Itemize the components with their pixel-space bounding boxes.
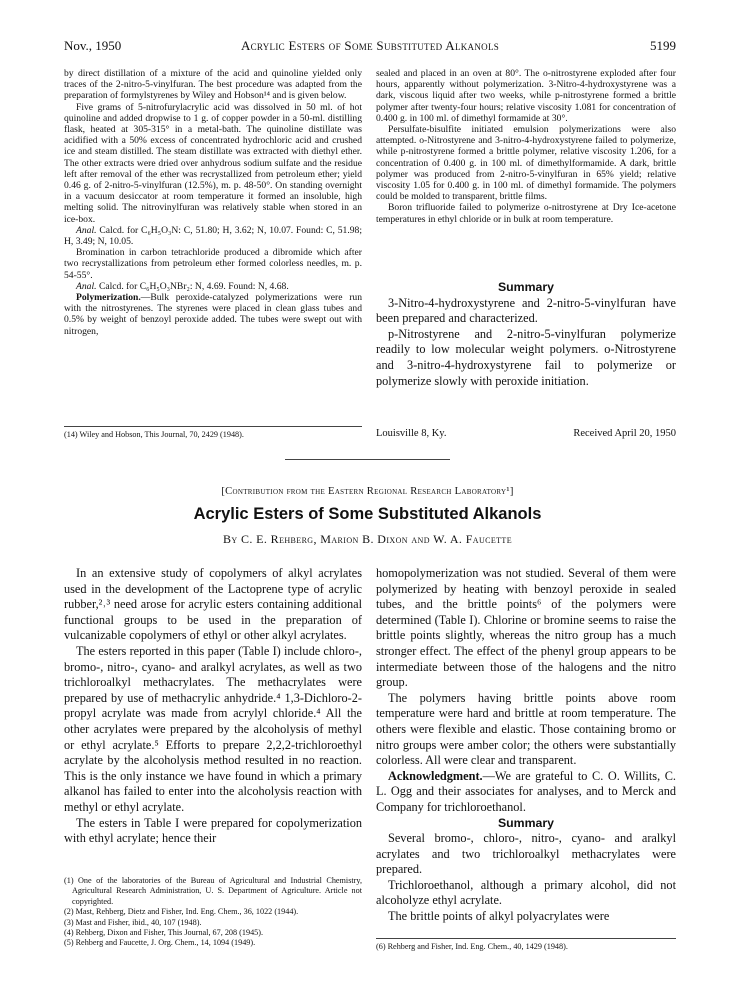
contribution-line: [Contribution from the Eastern Regional Research Laboratory¹] [221,486,514,497]
paragraph: Bromination in carbon tetrachloride produced a dibromide which after two recrystallizations from petroleum ether formed colorless needles, m. p. 54-55°. [64,247,362,281]
paragraph: homopolymerization was not studied. Several of them were polymerized by heating with benzoyl peroxide in sealed tubes, and the brittle points⁶ of the polymers were determined (Table I). Chlorine or bromine seems to raise the brittle points slightly, whereas the nitro group has a much stronger effect. The effect of the phenyl group appears to be intermediate between those of the halogens and the nitro group. [376,566,676,690]
summary-heading: Summary [497,815,555,830]
paragraph: The polymers having brittle points above room temperature were hard and brittle at room temperature. The others were flexible and elastic. Those containing bromo or nitro groups were amber color; the others were substantially colorless. All were clear and transparent. [376,690,676,768]
bottom-left-column [64,566,362,847]
summary-heading: Summary [497,280,555,294]
analysis-line [64,281,362,292]
header-date: Nov., 1950 [64,38,122,53]
top-left-footnotes [64,430,362,440]
paragraph: The esters reported in this paper (Table I) include chloro-, bromo-, nitro-, cyano- and aralkyl acrylates, as well as two trichloroalkyl methacrylates. The methacrylates were prepared by use of methacrylic anhydride.⁴ 1,3-Dichloro-2-propyl acrylate was made from acrylyl chloride.⁴ All the other acrylates were prepared by the alcoholysis of methyl or ethyl acrylate.⁵ Efforts to prepare 2,2,2-trichloroethyl acrylate by the alcoholysis method resulted in no reaction. This is the only instance we have found in which a primary alkanol has failed to enter into the alcoholysis reaction with methyl or ethyl acrylate. [64,643,362,814]
paragraph: The esters in Table I were prepared for copolymerization with ethyl acrylate; hence their [64,815,362,846]
section-text: —We are grateful to C. O. Willits, C. L. Ogg and their associates for analyses, and to Merck and Company for trichloroethanol. [376,768,676,814]
summary-paragraph: p-Nitrostyrene and 2-nitro-5-vinylfuran polymerize readily to low molecular weight polymers. o-Nitrostyrene and 3-nitro-4-hydroxystyrene fail to polymerize or polymerize slowly with peroxide initiation. [376,326,676,388]
footnote: (1) One of the laboratories of the Bureau of Agricultural and Industrial Chemistry, Agricultural Research Administration, U. S. Department of Agriculture. Article not copyrighted. [64,876,362,906]
paragraph: sealed and placed in an oven at 80°. The o-nitrostyrene exploded after four hours, apparently without polymerization. 3-Nitro-4-hydroxystyrene was a dark, viscous liquid after two weeks, while p-nitrostyrene formed a brittle polymer after twenty-four hours; relative viscosity 1.081 for concentration of 0.400 g. in 100 ml. of dimethyl formamide at 30°. [376,68,676,124]
summary-paragraph: 3-Nitro-4-hydroxystyrene and 2-nitro-5-vinylfuran have been prepared and characterized. [376,295,676,326]
bottom-left-footnotes [64,876,362,949]
paragraph: In an extensive study of copolymers of alkyl acrylates used in the development of the Lactoprene type of acrylic rubber,²˒³ need arose for acrylic esters containing additional functional groups to be used in the preparation of vulcanizable copolymers of ethyl or other alkyl acrylates. [64,566,362,643]
section-label: Polymerization. [76,292,141,304]
article-title: Acrylic Esters of Some Substituted Alkanols [193,505,542,523]
footnote: (6) Rehberg and Fisher, Ind. Eng. Chem., 40, 1429 (1948). [376,942,568,951]
header-running-title: Acrylic Esters of Some Substituted Alkanols [240,38,500,53]
byline: By C. E. Rehberg, Marion B. Dixon and W. A. Faucette [222,532,513,546]
footnote-rule [376,938,676,939]
bottom-right-column [376,566,676,925]
footnote: (5) Rehberg and Faucette, J. Org. Chem., 14, 1094 (1949). [64,938,256,948]
paragraph: Boron trifluoride failed to polymerize o-nitrostyrene at Dry Ice-acetone temperatures in ethyl chloride or in bulk at room temperature. [376,202,676,225]
top-left-column [64,68,362,337]
top-right-summary [376,280,676,389]
analysis-line [64,225,362,247]
top-right-column [376,68,676,225]
paragraph: by direct distillation of a mixture of the acid and quinoline yielded only traces of the 2-nitro-5-vinylfuran. The best procedure was adapted from the preparation of formylstyrenes by Wiley and Hobson¹⁴ and is given below. [64,68,362,102]
anal-label: Anal. [76,280,97,292]
footnote: (3) Mast and Fisher, ibid., 40, 107 (1948). [64,917,202,927]
bottom-right-footnotes [376,942,676,952]
paragraph: Persulfate-bisulfite initiated emulsion polymerizations were also attempted. o-Nitrostyrene and 3-nitro-4-hydroxystyrene failed to polymerize, while p-nitrostyrene formed a brittle polymer, relative viscosity 1.206, for a concentration of 0.400 g. in 100 ml. of dimethylformamide. A dark, brittle polymer was produced from 2-nitro-5-vinylfuran in 65% yield; relative viscosity 1.05 for 0.400 g. in 100 ml. of dimethyl formamide. The polymers could be molded to transparent, brittle films. [376,124,676,203]
paragraph [64,292,362,337]
section-text: —Bulk peroxide-catalyzed polymerizations were run with the nitrostyrenes. The styrenes were placed in clean glass tubes and 0.5% by weight of benzoyl peroxide added. The tubes were swept out with nitrogen, [64,292,362,337]
footnote: (2) Mast, Rehberg, Dietz and Fisher, Ind. Eng. Chem., 36, 1022 (1944). [64,907,299,917]
location-signature: Louisville 8, Ky. [376,428,447,439]
summary-paragraph: Trichloroethanol, although a primary alcohol, did not alcoholyze ethyl acrylate. [376,877,676,908]
section-label: Acknowledgment. [388,768,483,783]
anal-label: Anal. [76,224,97,236]
paragraph: Five grams of 5-nitrofurylacrylic acid was dissolved in 50 ml. of hot quinoline and added dropwise to 1 g. of copper powder in a 50-ml. distilling flask, heated at 305-315° in a metal-bath. The quinoline distillate was acidified with a 50% excess of concentrated hydrochloric acid and crushed ice and steam distilled. The steam distillate was extracted with diethyl ether. The other extracts were dried over anhydrous sodium sulfate and the residue left after removal of the ether was recrystallized from petroleum ether; yield 0.46 g. of 2-nitro-5-vinylfuran (12.5%), m. p. 48-50°. On standing overnight in a vacuum desiccator at room temperature it formed an insoluble, high melting solid. The nitrovinylfuran was relatively stable when stored in an ice-box. [64,101,362,225]
footnote: (4) Rehberg, Dixon and Fisher, This Journal, 67, 208 (1945). [64,928,264,938]
received-date: Received April 20, 1950 [573,428,676,439]
header-page-number: 5199 [650,38,676,53]
summary-paragraph: The brittle points of alkyl polyacrylates were [388,909,610,924]
footnote-rule [64,426,362,427]
article-separator [285,459,450,460]
running-header [64,38,676,54]
anal-text: Calcd. for C₆H₅O₃NBr₂: N, 4.69. Found: N, 4.68. [98,280,289,292]
summary-paragraph: Several bromo-, chloro-, nitro-, cyano- and aralkyl acrylates and two trichloroalkyl methacrylates were prepared. [376,831,676,877]
footnote: (14) Wiley and Hobson, This Journal, 70, 2429 (1948). [64,430,244,439]
anal-text: Calcd. for C₆H₅O₃N: C, 51.80; H, 3.62; N, 10.07. Found: C, 51.98; H, 3.49; N, 10.05. [64,224,362,248]
paragraph [376,769,676,816]
